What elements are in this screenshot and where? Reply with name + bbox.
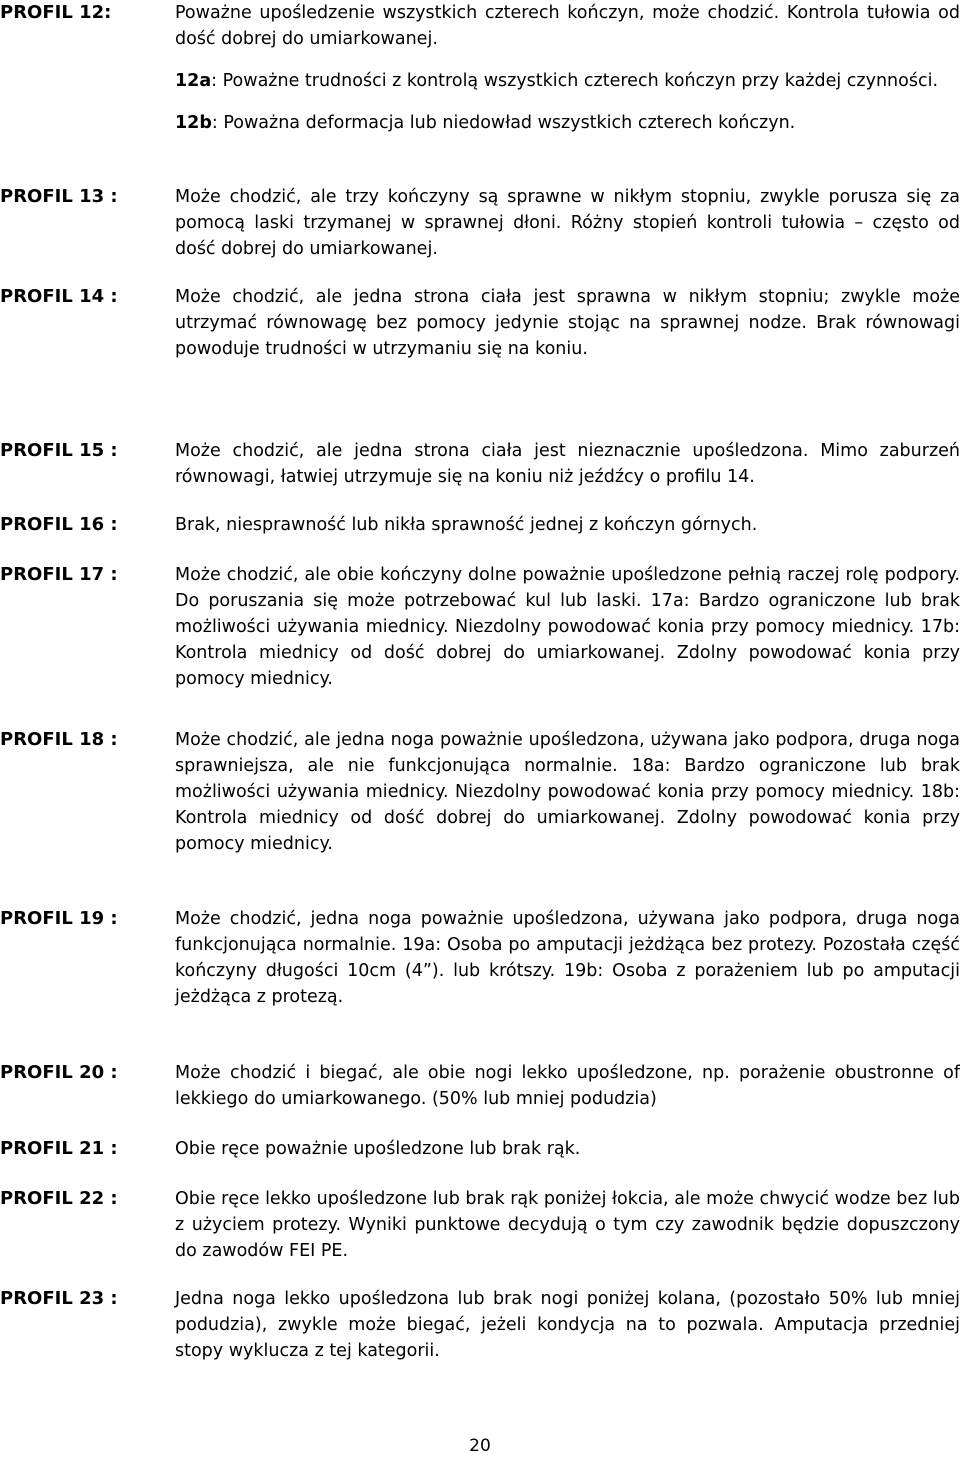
- paragraph-text: Brak, niesprawność lub nikła sprawność jednej z kończyn górnych.: [175, 515, 758, 535]
- paragraph-text: : Poważna deformacja lub niedowład wszystkich czterech kończyn.: [211, 113, 796, 133]
- profile-paragraph: [175, 1286, 960, 1364]
- profile-description: [175, 438, 960, 490]
- profile-paragraph: [175, 68, 960, 94]
- profile-description: [175, 184, 960, 262]
- paragraph-text: Może chodzić, ale trzy kończyny są sprawne w nikłym stopniu, zwykle porusza się za pomocą laski trzymanej w sprawnej dłoni. Różny stopień kontroli tułowia – często od dość dobrej do umiarkowanej.: [175, 187, 960, 259]
- profile-label: PROFIL 21 :: [0, 1138, 118, 1159]
- paragraph-text: Obie ręce lekko upośledzone lub brak rąk poniżej łokcia, ale może chwycić wodze bez lub z użyciem protezy. Wyniki punktowe decydują o tym czy zawodnik będzie dopuszczony do zawodów FEI PE.: [175, 1189, 960, 1261]
- profile-description: [175, 1136, 960, 1162]
- profile-description: [175, 0, 960, 136]
- profile-label: PROFIL 14 :: [0, 286, 118, 307]
- profile-label: PROFIL 15 :: [0, 440, 118, 461]
- paragraph-text: Obie ręce poważnie upośledzone lub brak rąk.: [175, 1139, 581, 1159]
- profile-paragraph: [175, 562, 960, 692]
- paragraph-text: Może chodzić, ale jedna strona ciała jest sprawna w nikłym stopniu; zwykle może utrzymać równowagę bez pomocy jedynie stojąc na sprawnej nodze. Brak równowagi powoduje trudności w utrzymaniu się na koniu.: [175, 287, 960, 359]
- paragraph-text: Może chodzić, ale jedna strona ciała jest nieznacznie upośledzona. Mimo zaburzeń równowagi, łatwiej utrzymuje się na koniu niż jeźdźcy o profilu 14.: [175, 441, 960, 487]
- profile-paragraph: [175, 906, 960, 1010]
- profile-label: PROFIL 16 :: [0, 514, 118, 535]
- paragraph-text: Może chodzić, ale obie kończyny dolne poważnie upośledzone pełnią raczej rolę podpory. Do poruszania się może potrzebować kul lub laski. 17a: Bardzo ograniczone lub brak możliwości używania miednicy. Niezdolny powodować konia przy pomocy miednicy. 17b: Kontrola miednicy od dość dobrej do umiarkowanej. Zdolny powodować konia przy pomocy miednicy.: [175, 565, 960, 689]
- profile-paragraph: [175, 1060, 960, 1112]
- paragraph-text: Jedna noga lekko upośledzona lub brak nogi poniżej kolana, (pozostało 50% lub mniej podudzia), zwykle może biegać, jeżeli kondycja na to pozwala. Amputacja przedniej stopy wyklucza z tej kategorii.: [175, 1289, 960, 1361]
- paragraph-text: : Poważne trudności z kontrolą wszystkich czterech kończyn przy każdej czynności.: [211, 71, 939, 91]
- profile-description: [175, 1060, 960, 1112]
- profile-label: PROFIL 13 :: [0, 186, 118, 207]
- profile-paragraph: [175, 184, 960, 262]
- profile-description: [175, 562, 960, 692]
- profile-label: PROFIL 19 :: [0, 908, 118, 929]
- paragraph-text: Poważne upośledzenie wszystkich czterech kończyn, może chodzić. Kontrola tułowia od dość dobrej do umiarkowanej.: [175, 3, 960, 49]
- paragraph-text: Może chodzić, jedna noga poważnie upośledzona, używana jako podpora, druga noga funkcjonująca normalnie. 19a: Osoba po amputacji jeżdżąca bez protezy. Pozostała część kończyny długości 10cm (4”). lub krótszy. 19b: Osoba z porażeniem lub po amputacji jeżdżąca z protezą.: [175, 909, 960, 1007]
- page-number: 20: [469, 1436, 491, 1456]
- profile-paragraph: [175, 1186, 960, 1264]
- subcategory-tag: 12b: [175, 113, 212, 133]
- profile-label: PROFIL 18 :: [0, 729, 118, 750]
- profile-paragraph: [175, 284, 960, 362]
- profile-paragraph: [175, 727, 960, 857]
- profile-paragraph: [175, 438, 960, 490]
- profile-paragraph: [175, 512, 960, 538]
- profile-description: [175, 512, 960, 538]
- profile-description: [175, 1186, 960, 1264]
- subcategory-tag: 12a: [175, 71, 212, 91]
- profile-description: [175, 727, 960, 857]
- profile-label: PROFIL 23 :: [0, 1288, 118, 1309]
- profile-paragraph: [175, 0, 960, 52]
- profile-label: PROFIL 17 :: [0, 564, 118, 585]
- profile-label: PROFIL 20 :: [0, 1062, 118, 1083]
- profile-description: [175, 906, 960, 1010]
- profile-description: [175, 1286, 960, 1364]
- paragraph-text: Może chodzić, ale jedna noga poważnie upośledzona, używana jako podpora, druga noga sprawniejsza, ale nie funkcjonująca normalnie. 18a: Bardzo ograniczone lub brak możliwości używania miednicy. Niezdolny powodować konia przy pomocy miednicy. 18b: Kontrola miednicy od dość dobrej do umiarkowanej. Zdolny powodować konia przy pomocy miednicy.: [175, 730, 960, 854]
- profile-description: [175, 284, 960, 362]
- profile-label: PROFIL 12:: [0, 2, 112, 23]
- paragraph-text: Może chodzić i biegać, ale obie nogi lekko upośledzone, np. porażenie obustronne of lekkiego do umiarkowanego. (50% lub mniej podudzia): [175, 1063, 960, 1109]
- profile-paragraph: [175, 110, 960, 136]
- profile-label: PROFIL 22 :: [0, 1188, 118, 1209]
- profile-paragraph: [175, 1136, 960, 1162]
